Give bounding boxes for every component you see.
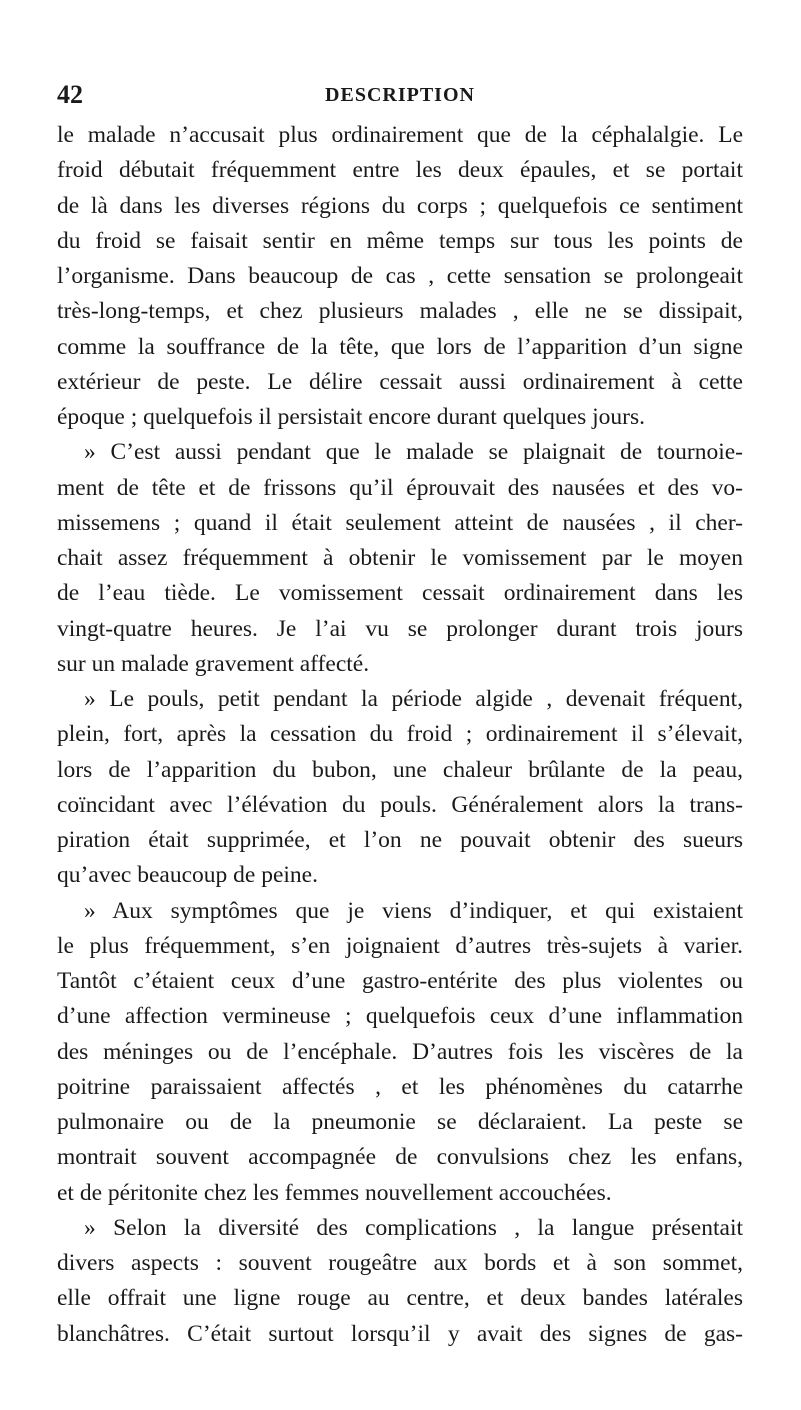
text-line: le plus fréquemment, s’en joignaient d’autres très-sujets à varier. bbox=[57, 932, 743, 959]
text-line: elle offrait une ligne rouge au centre, et deux bandes latérales bbox=[57, 1285, 743, 1312]
text-line: époque ; quelquefois il persistait encore durant quelques jours. bbox=[57, 404, 645, 430]
text-line: missemens ; quand il était seulement atteint de nausées , il cher- bbox=[57, 509, 743, 536]
text-line: d’une affection vermineuse ; quelquefois ceux d’une inflammation bbox=[57, 1003, 743, 1030]
text-line: piration était supprimée, et l’on ne pouvait obtenir des sueurs bbox=[57, 827, 743, 853]
text-line: » Aux symptômes que je viens d’indiquer, et qui existaient bbox=[84, 897, 743, 924]
text-line: poitrine paraissaient affectés , et les phénomènes du catarrhe bbox=[57, 1073, 743, 1100]
text-line: Tantôt c’étaient ceux d’une gastro-entérite des plus violentes ou bbox=[57, 968, 743, 994]
text-line: sur un malade gravement affecté. bbox=[57, 650, 370, 677]
text-line: chait assez fréquemment à obtenir le vomissement par le moyen bbox=[57, 545, 743, 571]
running-head bbox=[57, 80, 743, 114]
text-line: des méninges ou de l’encéphale. D’autres fois les viscères de la bbox=[57, 1038, 743, 1065]
text-line: de l’eau tiède. Le vomissement cessait ordinairement dans les bbox=[57, 580, 743, 607]
text-line: » Selon la diversité des complications , la langue présentait bbox=[84, 1214, 743, 1241]
running-title: DESCRIPTION bbox=[325, 84, 475, 106]
text-line: et de péritonite chez les femmes nouvellement accouchées. bbox=[57, 1179, 612, 1206]
text-line: qu’avec beaucoup de peine. bbox=[57, 862, 318, 889]
text-line: comme la souffrance de la tête, que lors de l’apparition d’un signe bbox=[57, 333, 743, 360]
text-line: » Le pouls, petit pendant la période algide , devenait fréquent, bbox=[84, 686, 743, 712]
text-line: divers aspects : souvent rougeâtre aux bords et à son sommet, bbox=[57, 1250, 743, 1276]
text-line: montrait souvent accompagnée de convulsions chez les enfans, bbox=[57, 1144, 743, 1171]
text-line: l’organisme. Dans beaucoup de cas , cette sensation se prolongeait bbox=[57, 263, 743, 289]
body-text bbox=[57, 118, 743, 1352]
text-line: lors de l’apparition du bubon, une chaleur brûlante de la peau, bbox=[57, 756, 743, 783]
text-line: » C’est aussi pendant que le malade se plaignait de tournoie- bbox=[84, 439, 743, 466]
text-line: vingt-quatre heures. Je l’ai vu se prolonger durant trois jours bbox=[57, 615, 743, 642]
text-line: du froid se faisait sentir en même temps sur tous les points de bbox=[57, 227, 743, 254]
page-number: 42 bbox=[57, 80, 83, 109]
text-line: de là dans les diverses régions du corps ; quelquefois ce sentiment bbox=[57, 192, 743, 219]
text-line: coïncidant avec l’élévation du pouls. Généralement alors la trans- bbox=[57, 791, 743, 818]
text-line: le malade n’accusait plus ordinairement que de la céphalalgie. Le bbox=[57, 122, 743, 148]
text-line: plein, fort, après la cessation du froid ; ordinairement il s’élevait, bbox=[57, 721, 743, 748]
text-line: extérieur de peste. Le délire cessait aussi ordinairement à cette bbox=[57, 368, 743, 395]
text-line: très-long-temps, et chez plusieurs malades , elle ne se dissipait, bbox=[57, 298, 743, 325]
text-line: froid débutait fréquemment entre les deux épaules, et se portait bbox=[57, 157, 743, 184]
text-line: pulmonaire ou de la pneumonie se déclaraient. La peste se bbox=[57, 1109, 743, 1135]
text-line: blanchâtres. C’était surtout lorsqu’il y avait des signes de gas- bbox=[57, 1320, 743, 1347]
text-line: ment de tête et de frissons qu’il éprouvait des nausées et des vo- bbox=[57, 474, 743, 501]
